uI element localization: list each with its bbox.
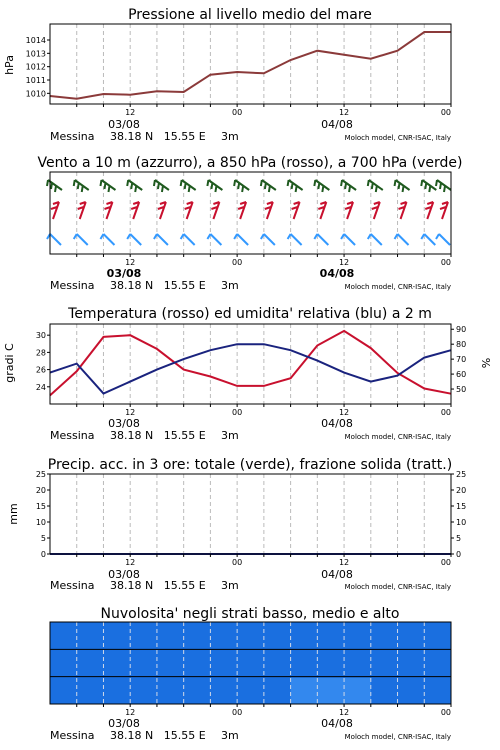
- wind-barb-700: [261, 180, 276, 192]
- y-tick-label: 25: [35, 470, 46, 479]
- y-tick-label: 10: [35, 518, 46, 527]
- y-tick-label: 1012: [25, 62, 46, 72]
- temp-date-1: 03/08: [108, 417, 140, 430]
- y-tick-label: 15: [35, 502, 46, 511]
- pressure-coords: 38.18 N 15.55 E: [110, 130, 206, 143]
- wind-barb-700: [341, 180, 356, 192]
- precip-ylabel: mm: [7, 503, 20, 525]
- cloud-station: Messina: [50, 729, 95, 742]
- wind-coords: 38.18 N 15.55 E: [110, 279, 206, 292]
- temp-elevation: 3m: [221, 429, 239, 442]
- y-tick-label: 20: [35, 486, 46, 495]
- pressure-xaxis: [26, 36, 451, 117]
- pressure-line: [50, 32, 451, 99]
- precip-panel: [7, 457, 466, 592]
- pressure-date-1: 03/08: [108, 118, 140, 131]
- y-tick-label: 0: [40, 550, 46, 559]
- cloud-panel: [50, 606, 451, 742]
- wind-barb-700: [207, 180, 222, 192]
- temp-coords: 38.18 N 15.55 E: [110, 429, 206, 442]
- y-tick-label-right: 5: [456, 534, 462, 543]
- temperature-line: [50, 331, 451, 396]
- x-tick-label: 00: [232, 108, 243, 117]
- wind-panel: [37, 155, 462, 292]
- precip-title: Precip. acc. in 3 ore: totale (verde), frazione solida (tratt.): [47, 457, 453, 473]
- y-tick-label-right: 60: [456, 370, 467, 380]
- x-tick-label: 00: [232, 708, 243, 717]
- wind-barb-850: [185, 202, 193, 219]
- wind-barb-10m: [436, 234, 450, 245]
- wind-barb-700: [368, 180, 383, 192]
- y-tick-label: 24: [35, 382, 46, 392]
- cloud-elevation: 3m: [221, 729, 239, 742]
- precip-coords: 38.18 N 15.55 E: [110, 579, 206, 592]
- wind-barb-10m: [395, 234, 409, 245]
- pressure-panel: [3, 7, 451, 143]
- temp-title: Temperatura (rosso) ed umidita' relativa (blu) a 2 m: [68, 306, 432, 322]
- wind-barb-10m: [421, 234, 435, 245]
- pressure-model: Moloch model, CNR-ISAC, Italy: [344, 134, 451, 142]
- wind-barb-10m: [127, 234, 141, 245]
- precip-frame: [50, 474, 451, 554]
- temp-xaxis: [36, 325, 466, 417]
- wind-title: Vento a 10 m (azzurro), a 850 hPa (rosso), a 700 hPa (verde): [37, 155, 463, 171]
- pressure-station: Messina: [50, 130, 95, 143]
- temp-model: Moloch model, CNR-ISAC, Italy: [344, 433, 451, 441]
- cloud-xaxis: [77, 704, 451, 717]
- precip-date-2: 04/08: [321, 568, 353, 581]
- x-tick-label: 12: [338, 558, 350, 567]
- cloud-coords: 38.18 N 15.55 E: [110, 729, 206, 742]
- wind-barb-850: [345, 202, 353, 219]
- wind-barb-700: [234, 180, 249, 192]
- wind-barb-850: [158, 202, 166, 219]
- cloud-date-2: 04/08: [321, 717, 353, 730]
- cloud-model: Moloch model, CNR-ISAC, Italy: [344, 733, 451, 741]
- wind-barb-850: [238, 202, 246, 219]
- wind-barb-850: [372, 202, 380, 219]
- temp-ylabel: gradi C: [3, 343, 16, 383]
- precip-model: Moloch model, CNR-ISAC, Italy: [344, 583, 451, 591]
- y-tick-label: 5: [40, 534, 46, 543]
- y-tick-label-right: 0: [456, 550, 462, 559]
- wind-xaxis: [77, 254, 451, 267]
- x-tick-label: 12: [338, 408, 350, 417]
- wind-barb-850: [425, 202, 433, 219]
- y-tick-label: 1010: [25, 89, 46, 99]
- wind-barb-700: [395, 180, 410, 192]
- cloud-title: Nuvolosita' negli strati basso, medio e alto: [100, 606, 400, 622]
- y-tick-label: 26: [35, 365, 46, 375]
- y-tick-label-right: 80: [456, 340, 467, 350]
- wind-barb-10m: [341, 234, 355, 245]
- y-tick-label-right: 50: [456, 385, 467, 395]
- x-tick-label: 12: [338, 708, 350, 717]
- wind-barb-10m: [261, 234, 275, 245]
- cloud-plot: [50, 622, 451, 704]
- cloud-highlight-cell: [291, 678, 371, 704]
- wind-barb-10m: [154, 234, 168, 245]
- wind-date-1: 03/08: [106, 267, 142, 280]
- y-tick-label: 28: [35, 348, 46, 358]
- wind-barb-700: [47, 180, 62, 192]
- x-tick-label: 12: [125, 708, 136, 717]
- x-tick-label: 12: [338, 108, 350, 117]
- x-tick-label: 00: [440, 408, 451, 417]
- temp-ylabel-right: %: [480, 357, 493, 369]
- wind-date-2: 04/08: [319, 267, 355, 280]
- wind-barb-700: [100, 180, 115, 192]
- wind-barb-850: [292, 202, 300, 219]
- wind-barb-850: [131, 202, 139, 219]
- precip-date-1: 03/08: [108, 568, 140, 581]
- y-tick-label: 1014: [25, 36, 46, 45]
- wind-barb-700: [127, 180, 142, 192]
- x-tick-label: 00: [440, 108, 451, 117]
- wind-barb-10m: [314, 234, 328, 245]
- y-tick-label: 1011: [25, 76, 46, 85]
- y-tick-label-right: 25: [456, 470, 467, 479]
- wind-barb-10m: [74, 234, 88, 245]
- y-tick-label-right: 70: [456, 355, 467, 365]
- x-tick-label: 00: [440, 258, 451, 267]
- temp-station: Messina: [50, 429, 95, 442]
- x-tick-label: 12: [125, 258, 136, 267]
- temp-date-2: 04/08: [321, 417, 353, 430]
- temp-plot: [50, 324, 451, 404]
- wind-barb-850: [211, 202, 219, 219]
- wind-barb-700: [74, 180, 89, 192]
- wind-barb-850: [78, 202, 86, 219]
- y-tick-label-right: 20: [456, 486, 467, 495]
- temp-panel: [3, 306, 493, 442]
- x-tick-label: 12: [125, 558, 136, 567]
- cloud-date-1: 03/08: [108, 717, 140, 730]
- wind-barb-10m: [47, 234, 61, 245]
- precip-elevation: 3m: [221, 579, 239, 592]
- wind-barb-10m: [368, 234, 382, 245]
- precip-plot: [50, 474, 451, 554]
- wind-barb-850: [318, 202, 326, 219]
- wind-barb-10m: [181, 234, 195, 245]
- wind-barb-700: [314, 180, 329, 192]
- wind-barb-850: [440, 202, 448, 219]
- wind-barb-10m: [207, 234, 221, 245]
- y-tick-label-right: 90: [456, 325, 467, 335]
- x-tick-label: 00: [232, 558, 243, 567]
- cloud-row-alto: [50, 622, 451, 649]
- precip-station: Messina: [50, 579, 95, 592]
- wind-barb-700: [421, 180, 436, 192]
- wind-barb-10m: [100, 234, 114, 245]
- pressure-ylabel: hPa: [3, 55, 16, 75]
- wind-barb-10m: [288, 234, 302, 245]
- wind-barb-700: [288, 180, 303, 192]
- x-tick-label: 00: [440, 708, 451, 717]
- x-tick-label: 12: [125, 408, 136, 417]
- wind-barb-10m: [234, 234, 248, 245]
- y-tick-label: 30: [35, 331, 46, 341]
- y-tick-label-right: 10: [456, 518, 467, 527]
- wind-barb-850: [104, 202, 112, 219]
- pressure-elevation: 3m: [221, 130, 239, 143]
- wind-barb-850: [265, 202, 273, 219]
- pressure-frame: [50, 24, 451, 104]
- y-tick-label-right: 15: [456, 502, 467, 511]
- wind-barb-700: [436, 180, 451, 192]
- cloud-row-medio: [50, 649, 451, 676]
- wind-barb-700: [181, 180, 196, 192]
- wind-elevation: 3m: [221, 279, 239, 292]
- x-tick-label: 12: [125, 108, 136, 117]
- x-tick-label: 00: [232, 258, 243, 267]
- pressure-title: Pressione al livello medio del mare: [128, 7, 372, 23]
- wind-barb-850: [399, 202, 407, 219]
- wind-barb-850: [51, 202, 59, 219]
- wind-model: Moloch model, CNR-ISAC, Italy: [344, 283, 451, 291]
- cloud-row-basso: [50, 677, 451, 704]
- y-tick-label: 1013: [25, 49, 46, 59]
- wind-plot: [47, 172, 451, 254]
- wind-barb-700: [154, 180, 169, 192]
- x-tick-label: 00: [232, 408, 243, 417]
- pressure-plot: [50, 24, 451, 104]
- precip-xaxis: [36, 470, 466, 567]
- x-tick-label: 00: [440, 558, 451, 567]
- pressure-date-2: 04/08: [321, 118, 353, 131]
- wind-station: Messina: [50, 279, 95, 292]
- x-tick-label: 12: [338, 258, 350, 267]
